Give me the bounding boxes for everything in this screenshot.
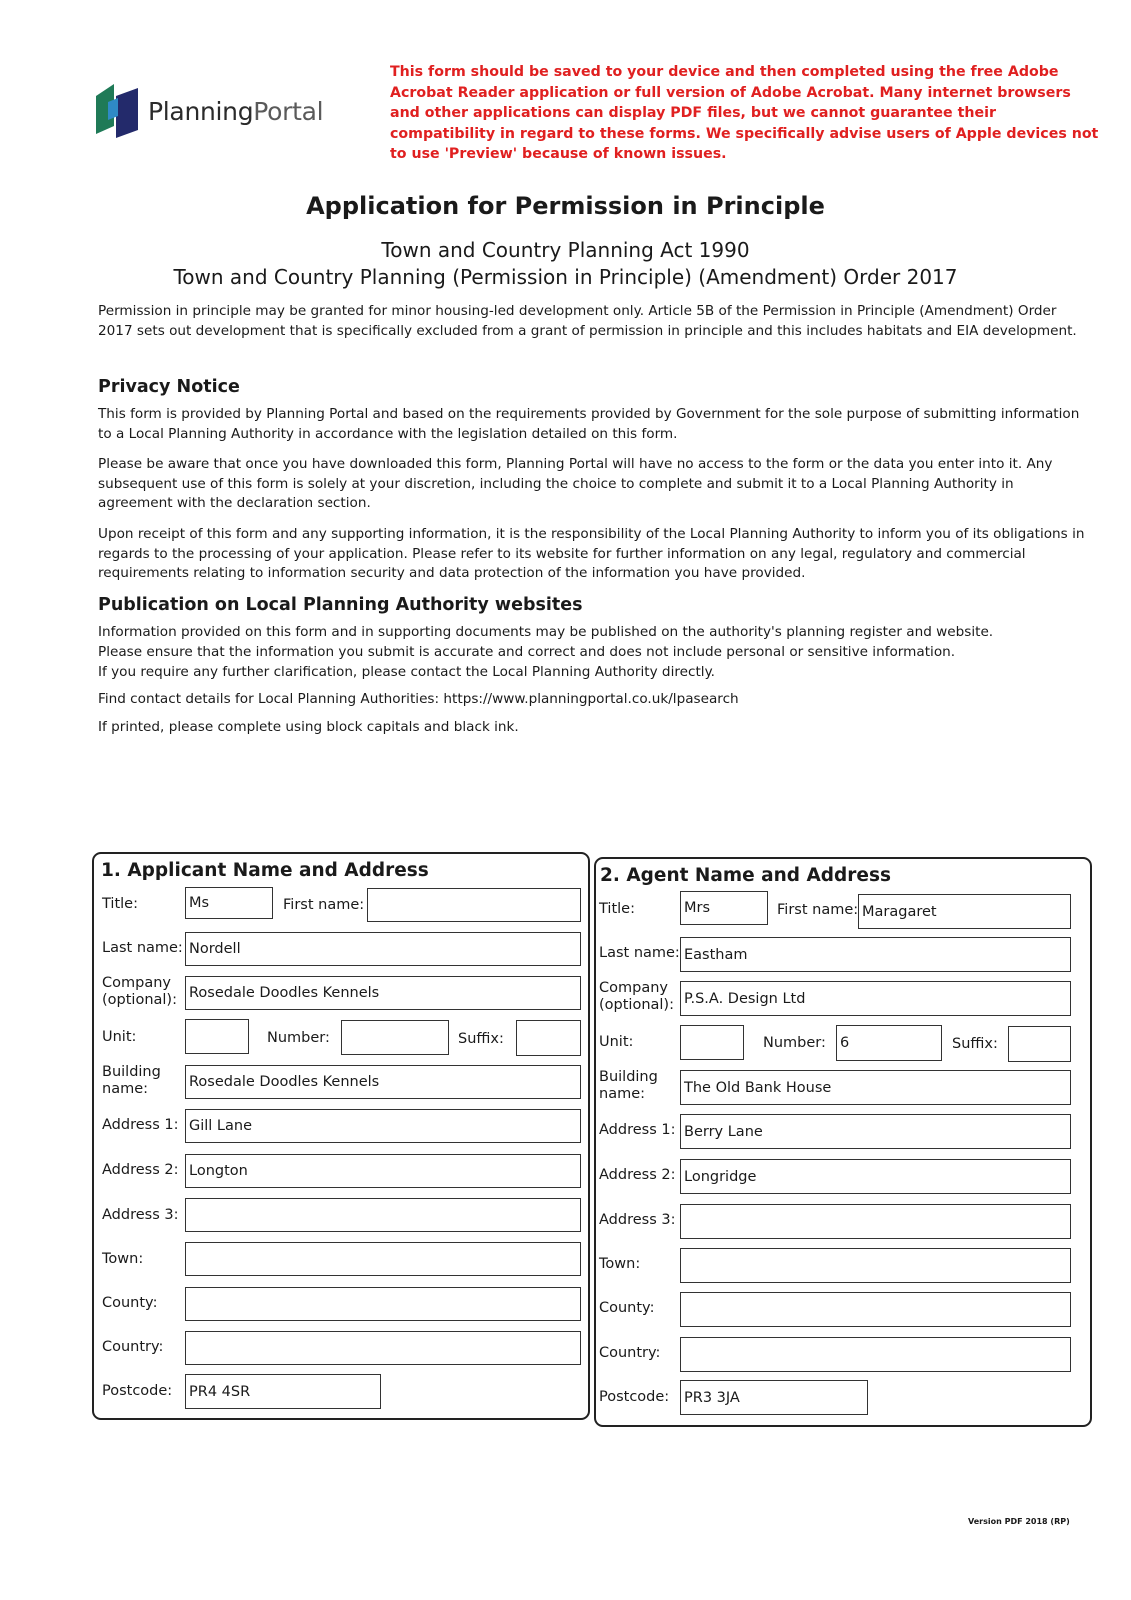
- privacy-heading: Privacy Notice: [98, 377, 240, 397]
- applicant-address3-label: Address 3:: [102, 1207, 179, 1223]
- privacy-paragraph-1: This form is provided by Planning Portal and based on the requirements provided by Government for the sole purpose of submitting information to a Local Planning Authority in accordance with the legislation detailed on this form.: [98, 406, 1080, 442]
- agent-section: [594, 857, 1092, 1427]
- agent-first-name-label: First name:: [777, 902, 859, 918]
- agent-postcode-field[interactable]: PR3 3JA: [680, 1380, 868, 1415]
- applicant-county-label: County:: [102, 1295, 158, 1311]
- agent-county-label: County:: [599, 1300, 655, 1316]
- agent-last-name-label: Last name:: [599, 945, 680, 961]
- applicant-building-field[interactable]: Rosedale Doodles Kennels: [185, 1065, 581, 1099]
- applicant-town-label: Town:: [102, 1251, 144, 1267]
- publication-paragraph-3: If you require any further clarification, please contact the Local Planning Authority directly.: [98, 664, 716, 680]
- applicant-country-field[interactable]: [185, 1331, 581, 1365]
- applicant-suffix-label: Suffix:: [458, 1031, 504, 1047]
- applicant-first-name-label: First name:: [283, 897, 365, 913]
- agent-address2-field[interactable]: Longridge: [680, 1159, 1071, 1194]
- applicant-number-label: Number:: [267, 1030, 330, 1046]
- applicant-address2-field[interactable]: Longton: [185, 1154, 581, 1188]
- agent-title-label: Title:: [599, 901, 635, 917]
- applicant-number-field[interactable]: [341, 1020, 449, 1055]
- planning-portal-logo: [94, 82, 323, 140]
- applicant-town-field[interactable]: [185, 1242, 581, 1276]
- applicant-title-field[interactable]: Ms: [185, 887, 273, 919]
- agent-last-name-field[interactable]: Eastham: [680, 937, 1071, 972]
- privacy-paragraph-2: Please be aware that once you have downloaded this form, Planning Portal will have no access to the form or the data you enter into it. Any subsequent use of this form is solely at your discretion, including the choice to complete and submit it to a Local Planning Authority in agreement with the declaration section.: [98, 456, 1053, 511]
- publication-paragraph-1: Information provided on this form and in supporting documents may be published on the authority's planning register and website.: [98, 624, 994, 640]
- agent-country-label: Country:: [599, 1345, 661, 1361]
- agent-address3-field[interactable]: [680, 1204, 1071, 1239]
- agent-number-field[interactable]: 6: [836, 1025, 942, 1061]
- applicant-address1-label: Address 1:: [102, 1117, 179, 1133]
- agent-address1-field[interactable]: Berry Lane: [680, 1114, 1071, 1149]
- applicant-last-name-field[interactable]: Nordell: [185, 932, 581, 966]
- planning-portal-logo-icon: [94, 82, 140, 140]
- agent-town-label: Town:: [599, 1256, 641, 1272]
- applicant-address1-field[interactable]: Gill Lane: [185, 1109, 581, 1143]
- applicant-postcode-field[interactable]: PR4 4SR: [185, 1374, 381, 1409]
- applicant-unit-field[interactable]: [185, 1019, 249, 1054]
- agent-address1-label: Address 1:: [599, 1122, 676, 1138]
- act-subtitle: Town and Country Planning Act 1990: [381, 238, 750, 262]
- agent-company-label: Company (optional):: [599, 980, 674, 1013]
- acrobat-warning: This form should be saved to your device and then completed using the free Adobe Acrobat Reader application or full version of Adobe Acrobat. Many internet browsers and other applications can display PDF files, but we cannot guarantee their compatibility in regard to these forms. We specifically advise users of Apple devices not to use 'Preview' because of known issues.: [390, 64, 1099, 162]
- applicant-building-label: Building name:: [102, 1064, 161, 1097]
- agent-country-field[interactable]: [680, 1337, 1071, 1372]
- agent-building-field[interactable]: The Old Bank House: [680, 1070, 1071, 1105]
- applicant-title-label: Title:: [102, 896, 138, 912]
- agent-unit-field[interactable]: [680, 1025, 744, 1060]
- applicant-address2-label: Address 2:: [102, 1162, 179, 1178]
- agent-company-field[interactable]: P.S.A. Design Ltd: [680, 981, 1071, 1016]
- applicant-section-heading: 1. Applicant Name and Address: [101, 860, 429, 881]
- lpa-contact-link[interactable]: Find contact details for Local Planning Authorities: https://www.planningportal.co.uk/lpasearch: [98, 691, 739, 707]
- agent-address2-label: Address 2:: [599, 1167, 676, 1183]
- applicant-company-field[interactable]: Rosedale Doodles Kennels: [185, 976, 581, 1010]
- applicant-last-name-label: Last name:: [102, 940, 183, 956]
- block-capitals-note: If printed, please complete using block capitals and black ink.: [98, 719, 519, 735]
- privacy-paragraph-3: Upon receipt of this form and any supporting information, it is the responsibility of the Local Planning Authority to inform you of its obligations in regards to the processing of your application. Please refer to its website for further information on any legal, regulatory and commercial requirements relating to information security and data protection of the information you have provided.: [98, 526, 1085, 581]
- agent-town-field[interactable]: [680, 1248, 1071, 1283]
- order-subtitle: Town and Country Planning (Permission in Principle) (Amendment) Order 2017: [173, 265, 958, 289]
- page-title: Application for Permission in Principle: [306, 192, 825, 220]
- applicant-country-label: Country:: [102, 1339, 164, 1355]
- agent-building-label: Building name:: [599, 1069, 658, 1102]
- applicant-county-field[interactable]: [185, 1287, 581, 1321]
- publication-heading: Publication on Local Planning Authority websites: [98, 595, 583, 615]
- agent-section-heading: 2. Agent Name and Address: [600, 865, 891, 886]
- applicant-unit-label: Unit:: [102, 1029, 137, 1045]
- agent-county-field[interactable]: [680, 1292, 1071, 1327]
- publication-paragraph-2: Please ensure that the information you submit is accurate and correct and does not include personal or sensitive information.: [98, 644, 956, 660]
- version-label: Version PDF 2018 (RP): [968, 1517, 1070, 1526]
- agent-number-label: Number:: [763, 1035, 826, 1051]
- agent-unit-label: Unit:: [599, 1034, 634, 1050]
- agent-suffix-label: Suffix:: [952, 1036, 998, 1052]
- agent-suffix-field[interactable]: [1008, 1026, 1071, 1062]
- intro-paragraph: Permission in principle may be granted for minor housing-led development only. Article 5B of the Permission in Principle (Amendment) Order 2017 sets out development that is specifically excluded from a grant of permission in principle and this includes habitats and EIA development.: [98, 303, 1077, 339]
- agent-title-field[interactable]: Mrs: [680, 891, 768, 925]
- applicant-address3-field[interactable]: [185, 1198, 581, 1232]
- agent-address3-label: Address 3:: [599, 1212, 676, 1228]
- planning-portal-wordmark: PlanningPortal: [148, 96, 324, 126]
- applicant-section: [92, 852, 590, 1420]
- applicant-postcode-label: Postcode:: [102, 1383, 173, 1399]
- agent-postcode-label: Postcode:: [599, 1389, 670, 1405]
- applicant-suffix-field[interactable]: [516, 1020, 581, 1056]
- applicant-company-label: Company (optional):: [102, 975, 177, 1008]
- agent-first-name-field[interactable]: Maragaret: [858, 894, 1071, 929]
- applicant-first-name-field[interactable]: [367, 888, 581, 922]
